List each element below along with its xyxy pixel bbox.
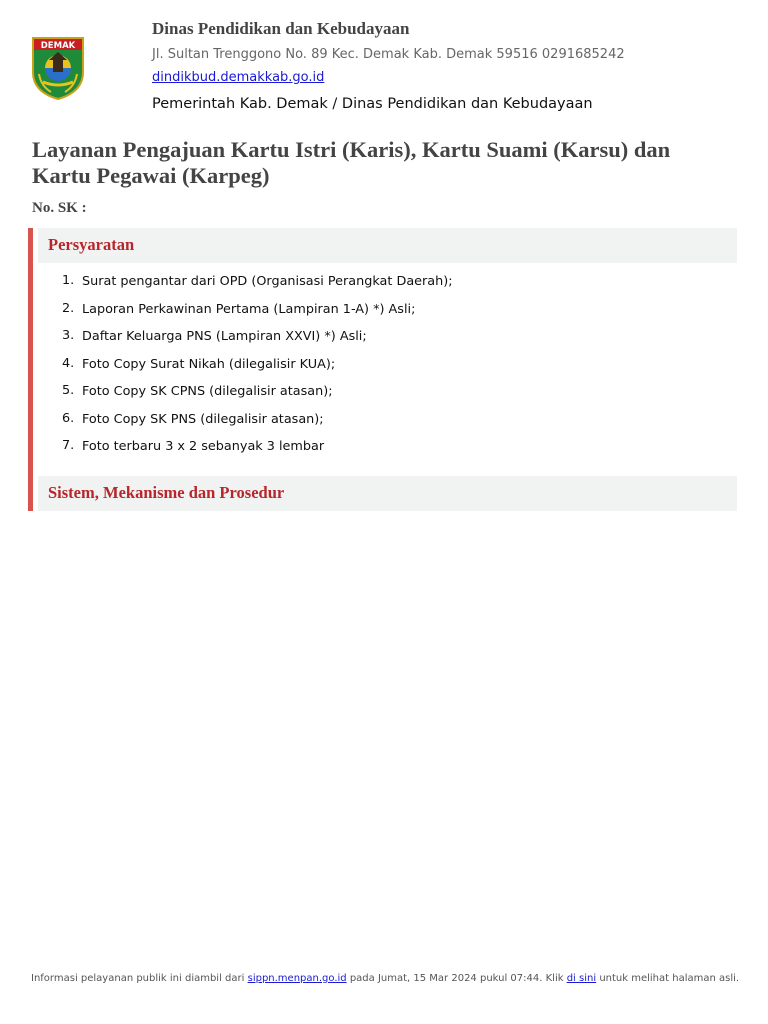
demak-logo (31, 36, 85, 100)
breadcrumb: Pemerintah Kab. Demak / Dinas Pendidikan dan Kebudayaan (152, 96, 593, 112)
list-item-number: 3. (62, 328, 75, 343)
footer-note (31, 973, 739, 984)
list-item-number: 7. (62, 438, 75, 453)
section-heading-prosedur: Sistem, Mekanisme dan Prosedur (38, 476, 737, 511)
service-sections (28, 228, 737, 511)
source-link[interactable]: sippn.menpan.go.id (247, 973, 347, 984)
logo-text: DEMAK (40, 41, 76, 51)
original-page-link[interactable]: di sini (566, 973, 597, 984)
footer-suffix: untuk melihat halaman asli. (599, 973, 740, 984)
page-title: Layanan Pengajuan Kartu Istri (Karis), Kartu Suami (Karsu) dan Kartu Pegawai (Karpeg) (32, 137, 671, 188)
list-item-number: 1. (62, 273, 75, 288)
website-link[interactable]: dindikbud.demakkab.go.id (152, 70, 325, 85)
list-item-text: Daftar Keluarga PNS (Lampiran XXVI) *) Asli; (82, 329, 367, 344)
list-item-text: Foto Copy SK CPNS (dilegalisir atasan); (82, 384, 333, 399)
list-item-text: Laporan Perkawinan Pertama (Lampiran 1-A) *) Asli; (82, 301, 416, 317)
footer-prefix: Informasi pelayanan publik ini diambil dari (31, 973, 245, 984)
list-item-number: 6. (62, 410, 75, 426)
list-item-text: Foto Copy SK PNS (dilegalisir atasan); (82, 411, 324, 427)
footer-middle: pada Jumat, 15 Mar 2024 pukul 07:44. Klik (349, 973, 564, 984)
list-item-text: Surat pengantar dari OPD (Organisasi Perangkat Daerah); (82, 274, 453, 289)
list-item-number: 5. (62, 383, 75, 398)
organization-address: Jl. Sultan Trenggono No. 89 Kec. Demak Kab. Demak 59516 0291685242 (152, 47, 625, 62)
list-item-number: 4. (62, 355, 75, 371)
sk-number-label: No. SK : (32, 200, 87, 216)
list-item-text: Foto Copy Surat Nikah (dilegalisir KUA); (82, 356, 336, 372)
section-heading-persyaratan: Persyaratan (38, 228, 737, 263)
list-item-number: 2. (62, 300, 75, 316)
organization-name: Dinas Pendidikan dan Kebudayaan (152, 19, 410, 38)
list-item-text: Foto terbaru 3 x 2 sebanyak 3 lembar (82, 439, 325, 454)
